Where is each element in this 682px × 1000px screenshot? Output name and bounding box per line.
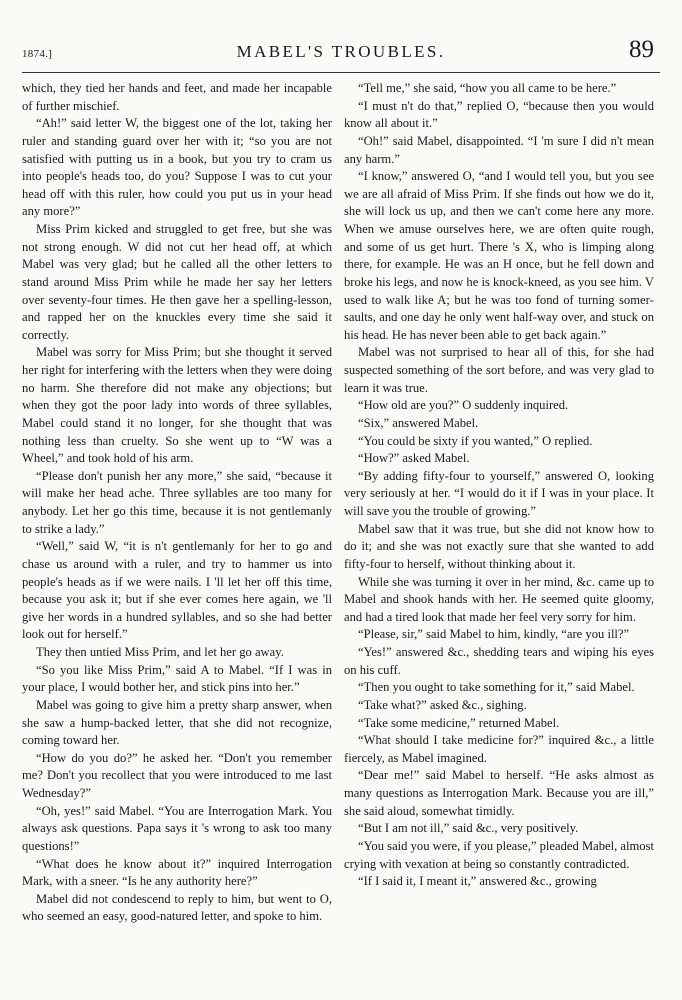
- paragraph: Mabel did not condescend to reply to him, but went to O, who seemed an easy, good-natured letter, and spoke to him.: [22, 891, 332, 924]
- paragraph: “By adding fifty-four to yourself,” answered O, looking very seriously at her. “I would do it if I was in your place. It will save you the trouble of growing.”: [344, 468, 654, 518]
- paragraph: “I know,” answered O, “and I would tell you, but you see we are all afraid of Miss Prim. If she finds out how we do it, she will lock us up, and then we can't come here any more. When we amuse ourselves here, we are often quite rough, and some of us get hurt. There 's X, who is limping along there, for example. He was an H once, but he fell down and broke his legs, and now he is knock-kneed, as you see him. V used to walk like A; but he was too fond of turning somersaults, and one day he only went half-way over, and stuck on his head. He has never been able to get back again.”: [344, 169, 655, 342]
- paragraph: “Please don't punish her any more,” she said, “because it will make her head ache. Three syllables are too many for anybody. Let her go this time, because it is not gentlemanly to strike a lady.”: [22, 468, 332, 536]
- paragraph: “So you like Miss Prim,” said A to Mabel. “If I was in your place, I would bother her, and stick pins into her.”: [22, 662, 332, 695]
- paragraph: “Yes!” answered &c., shedding tears and wiping his eyes on his cuff.: [344, 645, 654, 677]
- paragraph: “How old are you?” O suddenly inquired.: [358, 398, 569, 413]
- paragraph: which, they tied her hands and feet, and made her incapable of further mischief.: [22, 81, 332, 113]
- paragraph: “Take what?” asked &c., sighing.: [358, 697, 527, 712]
- paragraph: “What should I take medicine for?” inquired &c., a little fiercely, as Mabel imagined.: [344, 733, 654, 765]
- paragraph: “You said you were, if you please,” pleaded Mabel, almost crying with vexation at being so constantly contradicted.: [344, 838, 654, 871]
- paragraph: “But I am not ill,” said &c., very positively.: [358, 821, 579, 836]
- page-number: 89: [629, 36, 654, 63]
- running-header: [22, 34, 660, 74]
- paragraph: “I must n't do that,” replied O, “because then you would know all about it.”: [344, 98, 654, 131]
- paragraph: “Then you ought to take something for it,” said Mabel.: [358, 680, 635, 695]
- paragraph: “Oh!” said Mabel, disappointed. “I 'm sure I did n't mean any harm.”: [344, 133, 654, 166]
- paragraph: “Take some medicine,” returned Mabel.: [358, 715, 560, 730]
- paragraph: “Tell me,” she said, “how you all came to be here.”: [358, 81, 617, 95]
- header-year: 1874.]: [22, 48, 53, 60]
- paragraph: They then untied Miss Prim, and let her go away.: [36, 645, 284, 659]
- header-rule: [22, 72, 660, 73]
- paragraph: “Six,” answered Mabel.: [358, 415, 479, 430]
- paragraph: “Oh, yes!” said Mabel. “You are Interrogation Mark. You always ask questions. Papa says it 's wrong to ask too many questions!”: [22, 803, 332, 853]
- paragraph: Mabel was not surprised to hear all of this, for she had suspected something of the sort before, and was very glad to learn it was true.: [344, 345, 654, 395]
- paragraph: “Ah!” said letter W, the biggest one of the lot, taking her ruler and standing guard over her with it; “so you are not satisfied with putting us in a book, but you try to cram us into people's heads too, do you? Suppose I was to cut your head off with this ruler, how could you put us in your head any more?”: [22, 116, 332, 219]
- paragraph: Mabel saw that it was true, but she did not know how to do it; and she was not exactly sure that she wanted to add fifty-four to herself, without thinking about it.: [344, 521, 654, 571]
- paragraph: Mabel was sorry for Miss Prim; but she thought it served her right for interfering with the letters when they were doing no harm. She therefore did not make any objections; but when they got the poor lady into words of three syllables, Mabel could stand it no longer, for she thought that was nothing less than cruelty. So she went up to “W was a Wheel,” and took hold of his arm.: [22, 345, 332, 466]
- paragraph: “Dear me!” said Mabel to herself. “He asks almost as many questions as Interrogation Mark. Because you are ill,” she said aloud, somewhat timidly.: [344, 768, 654, 818]
- paragraph: “What does he know about it?” inquired Interrogation Mark, with a sneer. “Is he any authority here?”: [22, 856, 332, 889]
- paragraph: Mabel was going to give him a pretty sharp answer, when she saw a hump-backed letter, that she did not recognize, coming toward her.: [22, 697, 332, 748]
- header-title: MABEL'S TROUBLES.: [236, 42, 446, 61]
- paragraph: “Well,” said W, “it is n't gentlemanly for her to go and chase us around with a ruler, and try to hammer us into people's heads as if we were nails. I 'll let her off this time, because you ask it; but if she ever comes here again, we 'll give her words in a hundred syllables, and so she had better look out for herself.”: [22, 539, 332, 642]
- paragraph: While she was turning it over in her mind, &c. came up to Mabel and shook hands with her. He seemed quite gloomy, and had a tired look that made her feel very sorry for him.: [344, 574, 654, 624]
- paragraph: “If I said it, I meant it,” answered &c., growing: [358, 874, 597, 889]
- right-column: [344, 80, 654, 891]
- paragraph: “You could be sixty if you wanted,” O replied.: [358, 433, 593, 448]
- paragraph: “How?” asked Mabel.: [358, 451, 470, 466]
- paragraph: “Please, sir,” said Mabel to him, kindly, “are you ill?”: [358, 627, 630, 642]
- left-column: [22, 80, 332, 926]
- paragraph: “How do you do?” he asked her. “Don't you remember me? Don't you recollect that you were introduced to me last Wednesday?”: [22, 750, 332, 800]
- paragraph: Miss Prim kicked and struggled to get free, but she was not strong enough. W did not cut her head off, at which Mabel was very glad; but he called all the other letters to stand around Miss Prim while he made her say her letters over seventy-four times. He then gave her a spelling-lesson, and rapped her on the knuckles every time she said it correctly.: [22, 222, 332, 342]
